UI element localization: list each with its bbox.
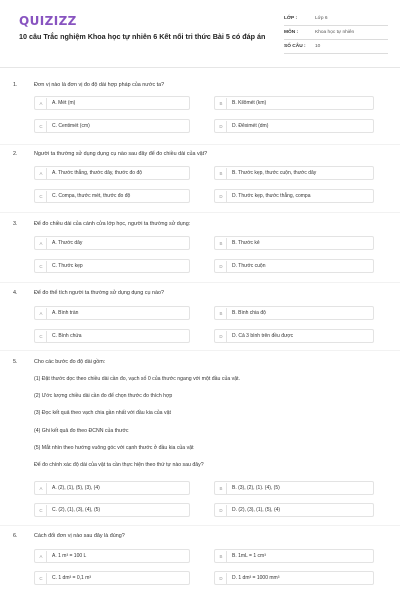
divider xyxy=(0,350,400,351)
option-b[interactable] xyxy=(214,481,374,495)
option-text: D. (2), (3), (1), (5), (4) xyxy=(232,507,281,513)
option-text: A. Bình tràn xyxy=(52,310,79,316)
option-letter: D xyxy=(216,505,227,516)
option-letter: D xyxy=(216,121,227,132)
option-text: B. Thước kẻ xyxy=(232,240,260,246)
option-text: B. 1mL = 1 cm³ xyxy=(232,553,266,559)
option-c[interactable] xyxy=(34,503,190,517)
option-c[interactable] xyxy=(34,571,190,585)
option-letter: B xyxy=(216,483,227,494)
question-text: Cách đổi đơn vị nào sau đây là đúng? xyxy=(34,533,125,539)
divider xyxy=(0,525,400,526)
option-letter: D xyxy=(216,261,227,272)
question-text: Để đo chiều dài của cánh cửa lớp học, người ta thường sử dụng: xyxy=(34,221,191,227)
meta-row-count xyxy=(284,40,388,54)
option-text: A. Mét (m) xyxy=(52,100,76,106)
option-a[interactable] xyxy=(34,306,190,320)
option-text: B. Kilômét (km) xyxy=(232,100,267,106)
option-d[interactable] xyxy=(214,571,374,585)
option-letter: A xyxy=(36,551,47,562)
meta-key: LỚP : xyxy=(284,16,298,21)
meta-row-subject xyxy=(284,26,388,40)
option-text: C. Thước kẹp xyxy=(52,263,83,269)
option-a[interactable] xyxy=(34,481,190,495)
option-b[interactable] xyxy=(214,549,374,563)
quizizz-logo: QUIZIZZ xyxy=(19,14,77,28)
option-letter: C xyxy=(36,573,47,584)
option-letter: B xyxy=(216,551,227,562)
question-number: 6. xyxy=(13,533,18,539)
option-text: C. Centimét (cm) xyxy=(52,123,90,129)
option-letter: A xyxy=(36,168,47,179)
document-header xyxy=(0,0,400,68)
option-text: C. Compa, thước mét, thước đo độ xyxy=(52,193,131,199)
option-text: D. Thước cuộn xyxy=(232,263,266,269)
question-number: 2. xyxy=(13,151,18,157)
option-text: D. Cả 3 bình trên đều được xyxy=(232,333,294,339)
option-text: D. 1 dm³ = 1000 mm³ xyxy=(232,575,280,581)
option-d[interactable] xyxy=(214,503,374,517)
step-line: (5) Mắt nhìn theo hướng vuông góc với cạnh thước ở đầu kia của vật xyxy=(34,445,194,451)
option-letter: D xyxy=(216,331,227,342)
option-b[interactable] xyxy=(214,306,374,320)
option-b[interactable] xyxy=(214,96,374,110)
divider xyxy=(0,282,400,283)
step-line: (1) Đặt thước dọc theo chiều dài cần đo, vạch số 0 của thước ngang với một đầu của vật. xyxy=(34,376,241,382)
option-b[interactable] xyxy=(214,236,374,250)
option-letter: B xyxy=(216,308,227,319)
option-text: B. Bình chia độ xyxy=(232,310,266,316)
question-number: 3. xyxy=(13,221,18,227)
question-text: Đơn vị nào là đơn vị đo độ dài hợp pháp của nước ta? xyxy=(34,82,165,88)
option-text: A. Thước thẳng, thước dây, thước đo độ xyxy=(52,170,143,176)
option-c[interactable] xyxy=(34,119,190,133)
option-text: C. Bình chứa xyxy=(52,333,82,339)
option-d[interactable] xyxy=(214,189,374,203)
question-number: 4. xyxy=(13,290,18,296)
option-text: B. (3), (2), (1). (4), (5) xyxy=(232,485,280,491)
option-c[interactable] xyxy=(34,329,190,343)
meta-key: SỐ CÂU : xyxy=(284,44,306,49)
meta-value: 10 xyxy=(315,44,321,49)
option-letter: D xyxy=(216,573,227,584)
option-letter: C xyxy=(36,261,47,272)
option-c[interactable] xyxy=(34,259,190,273)
option-text: C. 1 dm³ = 0,1 m³ xyxy=(52,575,92,581)
meta-table xyxy=(284,12,388,54)
option-text: A. (2), (1), (5), (3), (4) xyxy=(52,485,100,491)
meta-row-class xyxy=(284,12,388,26)
step-line: (3) Đọc kết quả theo vạch chia gần nhất với đầu kia của vật xyxy=(34,410,171,416)
option-letter: B xyxy=(216,98,227,109)
option-letter: A xyxy=(36,308,47,319)
option-d[interactable] xyxy=(214,259,374,273)
option-text: A. Thước dây xyxy=(52,240,83,246)
option-text: A. 1 m³ = 100 L xyxy=(52,553,87,559)
option-letter: A xyxy=(36,98,47,109)
option-letter: C xyxy=(36,121,47,132)
meta-key: MÔN : xyxy=(284,30,299,35)
question-text: Để đo thể tích người ta thường sử dụng dụng cụ nào? xyxy=(34,290,164,296)
question-number: 5. xyxy=(13,359,18,365)
option-text: D. Thước kẹp, thước thẳng, compa xyxy=(232,193,311,199)
option-d[interactable] xyxy=(214,119,374,133)
option-text: B. Thước kẹp, thước cuộn, thước dây xyxy=(232,170,317,176)
option-letter: C xyxy=(36,331,47,342)
divider xyxy=(0,212,400,213)
option-a[interactable] xyxy=(34,166,190,180)
question-text: Người ta thường sử dụng dụng cụ nào sau đây để đo chiều dài của vật? xyxy=(34,151,208,157)
option-letter: A xyxy=(36,238,47,249)
question-number: 1. xyxy=(13,82,18,88)
meta-value: Lớp 6 xyxy=(315,16,328,21)
option-text: D. Đêximét (dm) xyxy=(232,123,269,129)
question-text: Cho các bước đo độ dài gồm: xyxy=(34,359,106,365)
option-a[interactable] xyxy=(34,96,190,110)
option-a[interactable] xyxy=(34,236,190,250)
meta-value: Khoa học tự nhiên xyxy=(315,30,355,35)
option-c[interactable] xyxy=(34,189,190,203)
option-text: C. (2), (1), (3), (4), (5) xyxy=(52,507,101,513)
prompt-line: Để đo chính xác độ dài của vật ta cần thực hiện theo thứ tự nào sau đây? xyxy=(34,462,204,468)
step-line: (2) Ước lượng chiều dài cần đo để chọn thước đo thích hợp xyxy=(34,393,173,399)
step-line: (4) Ghi kết quả đo theo ĐCNN của thước xyxy=(34,428,129,434)
option-letter: B xyxy=(216,168,227,179)
option-letter: B xyxy=(216,238,227,249)
option-b[interactable] xyxy=(214,166,374,180)
document-title: 10 câu Trắc nghiệm Khoa học tự nhiên 6 Kết nối tri thức Bài 5 có đáp án xyxy=(19,32,266,41)
option-a[interactable] xyxy=(34,549,190,563)
option-letter: C xyxy=(36,505,47,516)
divider xyxy=(0,144,400,145)
option-letter: A xyxy=(36,483,47,494)
option-letter: C xyxy=(36,191,47,202)
option-letter: D xyxy=(216,191,227,202)
option-d[interactable] xyxy=(214,329,374,343)
